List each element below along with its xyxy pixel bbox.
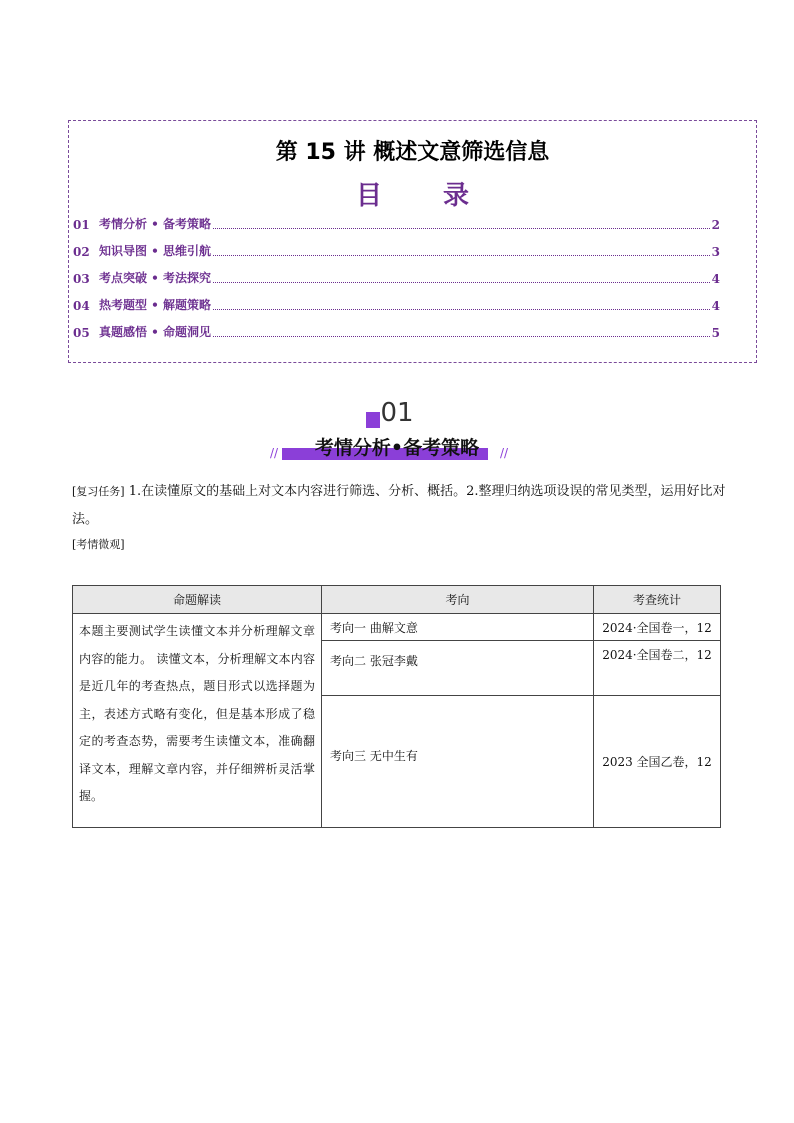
toc-item-label: 考情分析 • 备考策略 [99, 217, 212, 231]
lesson-title: 第 15 讲 概述文意筛选信息 [275, 140, 550, 165]
review-task-text: 1.在读懂原文的基础上对文本内容进行筛选、分析、概括。2.整理归纳选项设误的常见类型，运用好比对法。 [72, 484, 726, 527]
section-slash-left: // [270, 446, 279, 460]
direction-cell: 考向三 无中生有 [322, 696, 594, 828]
toc-item[interactable] [73, 241, 720, 259]
table-header: 考查统计 [594, 586, 721, 614]
toc-leader-dots [213, 228, 710, 229]
review-task-paragraph [72, 478, 732, 534]
toc-item-label: 真题感悟 • 命题洞见 [99, 325, 212, 339]
table-header: 命题解读 [73, 586, 322, 614]
table-header: 考向 [322, 586, 594, 614]
statistic-cell: 2024·全国卷一，12 [594, 614, 721, 641]
toc-item-number: 02 [73, 245, 90, 259]
direction-cell: 考向一 曲解文意 [322, 614, 594, 641]
toc-heading: 目 录 [355, 181, 496, 211]
toc-item-label: 热考题型 • 解题策略 [99, 298, 212, 312]
statistic-cell: 2023 全国乙卷，12 [594, 696, 721, 828]
toc-item-label: 知识导图 • 思维引航 [99, 244, 212, 258]
toc-item-label: 考点突破 • 考法探究 [99, 271, 212, 285]
toc-item-number: 03 [73, 272, 90, 286]
section-number: 01 [380, 398, 414, 428]
statistic-cell: 2024·全国卷二，12 [594, 641, 721, 696]
toc-item[interactable] [73, 295, 720, 313]
toc-item-page: 3 [711, 245, 720, 259]
toc-item[interactable] [73, 214, 720, 232]
toc-item-number: 01 [73, 218, 90, 232]
direction-cell: 考向二 张冠李戴 [322, 641, 594, 696]
toc-item-page: 4 [711, 272, 720, 286]
toc-leader-dots [213, 336, 710, 337]
toc-leader-dots [213, 282, 710, 283]
proposition-analysis-cell: 本题主要测试学生读懂文本并分析理解文章内容的能力。 读懂文本，分析理解文本内容是近几年的考查热点，题目形式以选择题为主，表述方式略有变化，但是基本形成了稳定的考查态势，需要考生读懂文本，准确翻译文本，理解文章内容，并仔细辨析灵活掌握。 [73, 614, 322, 828]
section-slash-right: // [500, 446, 509, 460]
toc-leader-dots [213, 309, 710, 310]
exam-micro-label: [考情微观] [72, 538, 125, 551]
toc-item[interactable] [73, 322, 720, 340]
toc-box [68, 120, 757, 363]
toc-item-page: 5 [711, 326, 720, 340]
toc-item-number: 04 [73, 299, 90, 313]
toc-item-number: 05 [73, 326, 90, 340]
toc-item-page: 2 [711, 218, 720, 232]
toc-item[interactable] [73, 268, 720, 286]
review-task-label: [复习任务] [72, 485, 125, 498]
exam-analysis-table [72, 585, 721, 828]
toc-item-page: 4 [711, 299, 720, 313]
section-title: 考情分析•备考策略 [314, 437, 480, 459]
toc-leader-dots [213, 255, 710, 256]
